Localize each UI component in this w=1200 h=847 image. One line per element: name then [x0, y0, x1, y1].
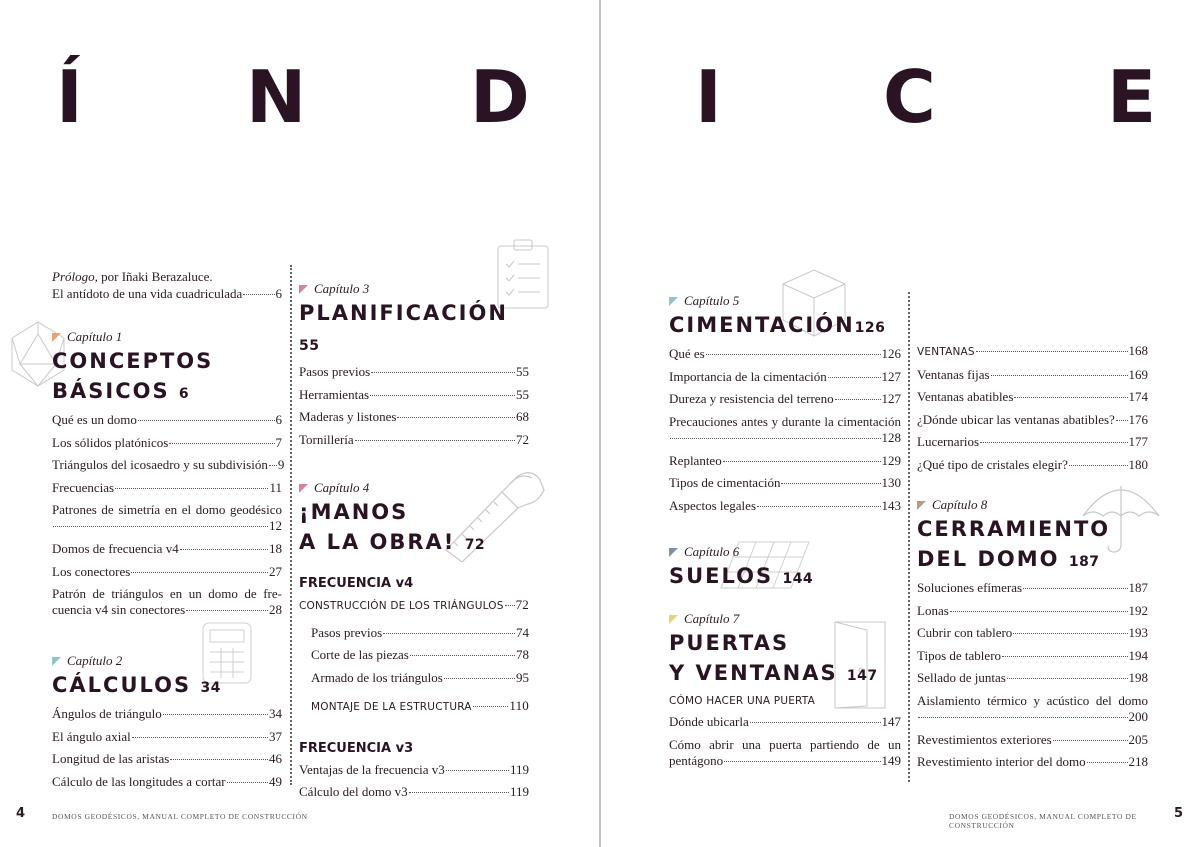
section-como-hacer-puerta[interactable]: CÓMO HACER UNA PUERTA: [669, 695, 815, 707]
prologue-line-1[interactable]: Prólogo, por Iñaki Berazaluce.: [52, 269, 213, 284]
chapter-5-title[interactable]: CIMENTACIÓN126: [669, 313, 886, 337]
section-frecuencia-v4[interactable]: FRECUENCIA v4: [299, 576, 414, 591]
toc-entry[interactable]: Pasos previos 74: [311, 624, 529, 640]
section-frecuencia-v3[interactable]: FRECUENCIA v3: [299, 740, 414, 756]
toc-entry[interactable]: Frecuencias 11: [52, 479, 282, 495]
toc-entry[interactable]: Maderas y listones 68: [299, 409, 529, 424]
chapter-1-label: Capítulo 1: [52, 328, 282, 346]
toc-entry[interactable]: Replanteo 129: [669, 452, 901, 468]
title-letter-6: E: [1107, 55, 1157, 139]
toc-entry[interactable]: Lucernarios 177: [917, 434, 1148, 449]
chapter-7-title[interactable]: PUERTAS Y VENTANAS 147: [669, 631, 878, 685]
right-right-column: [917, 340, 1148, 774]
footer-title: DOMOS GEODÉSICOS, MANUAL COMPLETO DE CONSTRUCCIÓN: [52, 812, 308, 821]
toc-entry[interactable]: ¿Dónde ubicar las ventanas abatibles? 176: [917, 411, 1148, 427]
toc-entry[interactable]: Revestimiento interior del domo 218: [917, 754, 1148, 769]
toc-entry[interactable]: CONSTRUCCIÓN DE LOS TRIÁNGULOS 72: [299, 597, 529, 612]
toc-entry[interactable]: Sellado de juntas 198: [917, 670, 1148, 685]
toc-entry[interactable]: Cálculo del domo v3 119: [299, 784, 529, 799]
chapter-2-label: Capítulo 2: [52, 652, 282, 670]
toc-entry[interactable]: Armado de los triángulos 95: [311, 669, 529, 685]
toc-entry[interactable]: Ventanas fijas 169: [917, 366, 1148, 382]
chapter-4-title[interactable]: ¡MANOS A LA OBRA! 72: [299, 500, 486, 554]
toc-entry[interactable]: Tipos de tablero 194: [917, 647, 1148, 663]
toc-entry[interactable]: Triángulos del icosaedro y su subdivisión 9: [52, 457, 285, 472]
toc-entry[interactable]: Corte de las piezas 78: [311, 647, 529, 662]
chapter-8-label: Capítulo 8: [917, 496, 1148, 514]
left-page: [0, 0, 599, 847]
chapter-2-title[interactable]: CÁLCULOS 34: [52, 673, 221, 697]
chapter-3-label: Capítulo 3: [299, 280, 529, 298]
toc-entry[interactable]: Ángulos de triángulo 34: [52, 706, 282, 721]
chapter-3-title[interactable]: PLANIFICACIÓN 55: [299, 301, 508, 354]
toc-entry[interactable]: Tipos de cimentación 130: [669, 475, 901, 490]
toc-entry[interactable]: MONTAJE DE LA ESTRUCTURA 110: [311, 698, 529, 713]
toc-entry[interactable]: Soluciones efímeras 187: [917, 580, 1148, 595]
title-letter-3: D: [470, 55, 530, 139]
footer-title: DOMOS GEODÉSICOS, MANUAL COMPLETO DE CONSTRUCCIÓN: [949, 812, 1137, 830]
chapter-6-title[interactable]: SUELOS 144: [669, 564, 814, 588]
toc-entry[interactable]: Dureza y resistencia del terreno 127: [669, 391, 901, 406]
toc-entry[interactable]: Revestimientos exteriores 205: [917, 731, 1148, 747]
chapter-4-label: Capítulo 4: [299, 479, 529, 497]
toc-entry[interactable]: Pasos previos 55: [299, 364, 529, 379]
page-number: 4: [16, 806, 26, 821]
toc-entry[interactable]: ¿Qué tipo de cristales elegir? 180: [917, 456, 1148, 472]
toc-entry[interactable]: Los conectores 27: [52, 563, 282, 579]
chapter-8-title[interactable]: CERRAMIENTO DEL DOMO 187: [917, 517, 1111, 571]
chapter-6-label: Capítulo 6: [669, 543, 901, 561]
toc-entry[interactable]: Patrones de simetría en el domo geodésico 12: [52, 502, 282, 533]
chapter-7-label: Capítulo 7: [669, 610, 901, 628]
column-divider: [290, 265, 292, 785]
middle-column: [299, 258, 529, 804]
toc-entry[interactable]: Qué es un domo 6: [52, 412, 282, 427]
toc-entry[interactable]: Precauciones antes y durante la cimentación 128: [669, 413, 901, 445]
toc-entry[interactable]: Herramientas 55: [299, 386, 529, 402]
toc-entry[interactable]: Dónde ubicarla 147: [669, 714, 901, 729]
toc-entry[interactable]: Longitud de las aristas 46: [52, 751, 282, 766]
toc-entry[interactable]: Cubrir con tablero 193: [917, 625, 1148, 640]
toc-entry[interactable]: El ángulo axial 37: [52, 728, 282, 744]
toc-entry[interactable]: Patrón de triángulos en un domo de fre- cuencia v4 sin conectores 28: [52, 586, 282, 617]
toc-entry[interactable]: Aspectos legales 143: [669, 497, 901, 513]
title-letter-4: I: [695, 55, 722, 139]
toc-entry[interactable]: Ventanas abatibles 174: [917, 389, 1148, 404]
title-letter-1: Í: [56, 55, 83, 139]
right-page: [601, 0, 1200, 847]
chapter-5-label: Capítulo 5: [669, 292, 901, 310]
toc-entry[interactable]: Aislamiento térmico y acústico del domo 200: [917, 692, 1148, 724]
toc-entry[interactable]: Qué es 126: [669, 346, 901, 361]
toc-entry[interactable]: Ventajas de la frecuencia v3 119: [299, 761, 529, 777]
title-letter-2: N: [246, 55, 307, 139]
prologue-entry[interactable]: El antídoto de una vida cuadriculada 6: [52, 286, 282, 301]
toc-entry[interactable]: VENTANAS 168: [917, 343, 1148, 358]
toc-entry[interactable]: Domos de frecuencia v4 18: [52, 541, 282, 556]
toc-entry[interactable]: Cálculo de las longitudes a cortar 49: [52, 773, 282, 789]
chapter-1-title[interactable]: CONCEPTOS BÁSICOS 6: [52, 349, 214, 403]
toc-entry[interactable]: Tornillería 72: [299, 431, 529, 447]
page-number: 5: [1174, 806, 1184, 821]
title-letter-5: C: [883, 55, 936, 139]
toc-entry[interactable]: Los sólidos platónicos 7: [52, 434, 282, 450]
left-column: [52, 268, 285, 793]
toc-entry[interactable]: Cómo abrir una puerta partiendo de un pentágono 149: [669, 736, 901, 768]
toc-entry[interactable]: Lonas 192: [917, 602, 1148, 618]
toc-entry[interactable]: Importancia de la cimentación 127: [669, 368, 901, 384]
column-divider: [908, 292, 910, 782]
right-left-column: [669, 278, 901, 773]
